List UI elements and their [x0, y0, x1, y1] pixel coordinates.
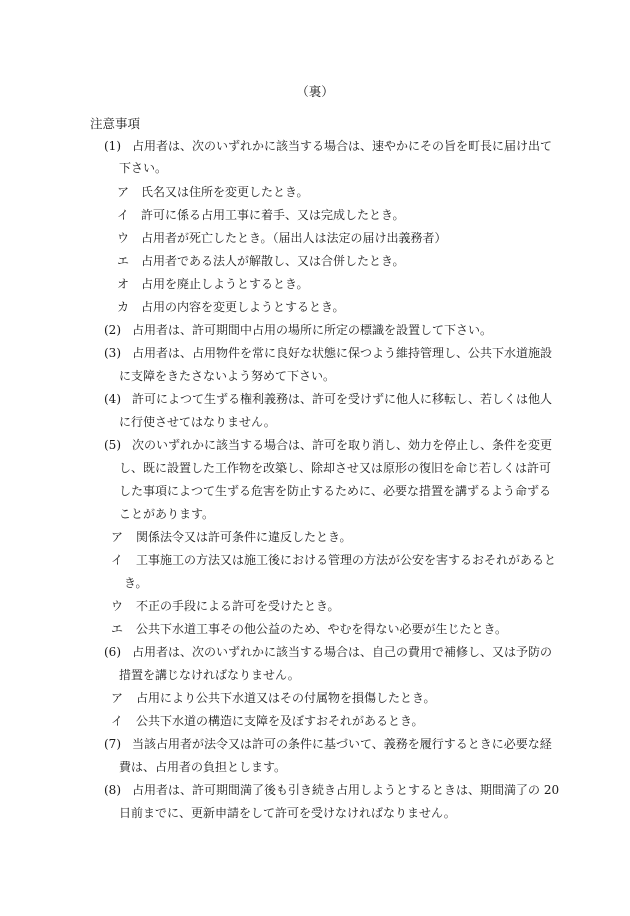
subitem-text-line: 工事施工の方法又は施工後における管理の方法が公安を害するおそれがあると: [136, 553, 557, 567]
subitem-text-line: 占用者が死亡したとき。（届出人は法定の届け出義務者）: [141, 231, 447, 245]
subitem-text-line: き。: [124, 576, 148, 590]
item-text-line: に行使させてはなりません。: [119, 415, 276, 429]
item-number: (1): [104, 139, 121, 153]
page-side-title: （裏）: [296, 84, 334, 99]
item-text-line: 日前までに、更新申請をして許可を受けなければなりません。: [119, 806, 456, 820]
item-text-line: 措置を講じなければなりません。: [119, 668, 300, 682]
subitem-label: ウ: [117, 231, 130, 245]
subitem-label: エ: [111, 622, 124, 636]
item-number: (3): [104, 346, 121, 360]
subitem-text-line: 関係法令又は許可条件に違反したとき。: [136, 530, 352, 544]
item-text-line: 次のいずれかに該当する場合は、許可を取り消し、効力を停止し、条件を変更: [132, 438, 553, 452]
subitem-text-line: 公共下水道工事その他公益のため、やむを得ない必要が生じたとき。: [136, 622, 508, 636]
item-text-line: ことがあります。: [119, 507, 215, 521]
subitem-label: イ: [111, 714, 124, 728]
item-text-line: 下さい。: [119, 161, 168, 175]
item-text-line: 許可によつて生ずる権利義務は、許可を受けずに他人に移転し、若しくは他人: [132, 392, 553, 406]
subitem-text-line: 氏名又は住所を変更したとき。: [141, 185, 309, 199]
subitem-text-line: 占用により公共下水道又はその付属物を損傷したとき。: [136, 691, 436, 705]
item-text-line: に支障をきたさないよう努めて下さい。: [119, 369, 336, 383]
item-number: (8): [104, 783, 121, 797]
item-number: (4): [104, 392, 121, 406]
subitem-label: イ: [117, 208, 130, 222]
subitem-text-line: 占用の内容を変更しようとするとき。: [141, 300, 345, 314]
subitem-text-line: 許可に係る占用工事に着手、又は完成したとき。: [141, 208, 405, 222]
subitem-label: エ: [117, 254, 130, 268]
subitem-text-line: 不正の手段による許可を受けたとき。: [136, 599, 340, 613]
subitem-text-line: 占用者である法人が解散し、又は合併したとき。: [141, 254, 405, 268]
subitem-label: カ: [117, 300, 130, 314]
subitem-label: ウ: [111, 599, 124, 613]
notes-heading: 注意事項: [90, 116, 141, 131]
item-text-line: 占用者は、占用物件を常に良好な状態に保つよう維持管理し、公共下水道施設: [132, 346, 553, 360]
subitem-text-line: 公共下水道の構造に支障を及ぼすおそれがあるとき。: [136, 714, 424, 728]
subitem-text-line: 占用を廃止しようとするとき。: [141, 277, 309, 291]
item-text-line: 当該占用者が法令又は許可の条件に基づいて、義務を履行するときに必要な経: [132, 737, 552, 751]
item-number: (6): [104, 645, 121, 659]
item-text-line: し、既に設置した工作物を改築し、除却させ又は原形の復旧を命じ若しくは許可: [119, 461, 552, 475]
item-text-line: 占用者は、許可期間中占用の場所に所定の標識を設置して下さい。: [132, 323, 493, 337]
item-text-line: 占用者は、許可期間満了後も引き続き占用しようとするときは、期間満了の 20: [132, 783, 560, 797]
subitem-label: ア: [111, 691, 124, 705]
subitem-label: ア: [117, 185, 130, 199]
subitem-label: オ: [117, 277, 130, 291]
item-text-line: した事項によつて生ずる危害を防止するために、必要な措置を講ずるよう命ずる: [119, 484, 552, 498]
item-text-line: 占用者は、次のいずれかに該当する場合は、速やかにその旨を町長に届け出て: [132, 139, 553, 153]
subitem-label: ア: [111, 530, 124, 544]
item-number: (2): [104, 323, 121, 337]
item-number: (7): [104, 737, 121, 751]
subitem-label: イ: [111, 553, 124, 567]
item-number: (5): [104, 438, 121, 452]
item-text-line: 占用者は、次のいずれかに該当する場合は、自己の費用で補修し、又は予防の: [132, 645, 553, 659]
item-text-line: 費は、占用者の負担とします。: [119, 760, 287, 774]
